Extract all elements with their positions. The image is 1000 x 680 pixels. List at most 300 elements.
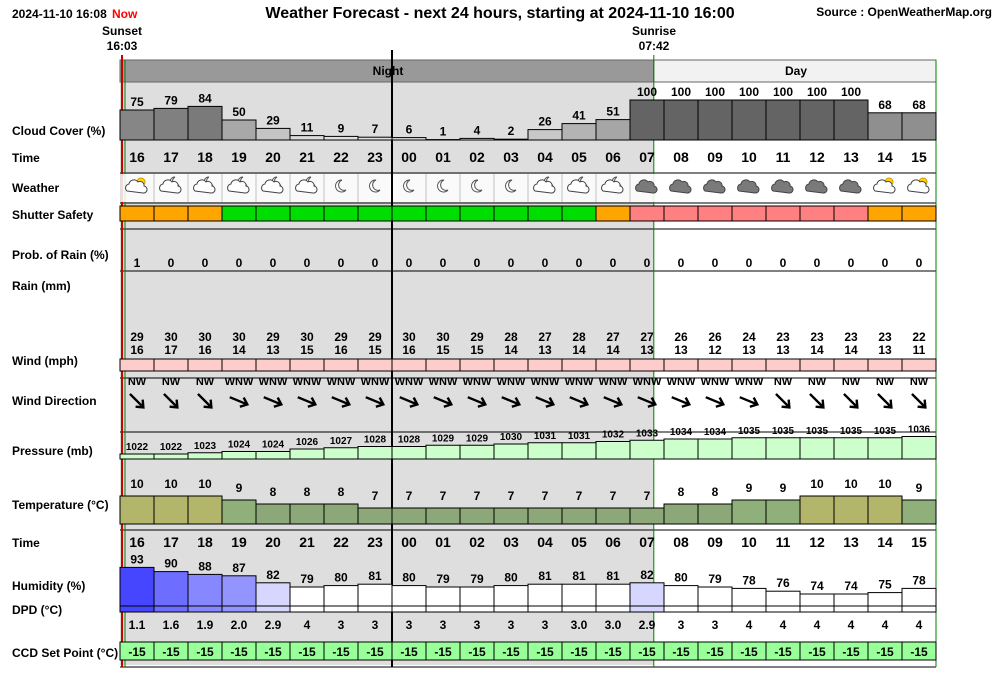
cloud-cover-bar <box>596 120 630 140</box>
wind-arrow-shaft <box>806 390 827 411</box>
wind-arrow-icon <box>704 393 725 410</box>
pressure-bar <box>222 452 256 460</box>
wind-direction-label: WNW <box>394 376 424 388</box>
dpd-value: 3.0 <box>570 618 588 632</box>
weather-cell <box>359 174 391 202</box>
weather-cell <box>427 174 459 202</box>
pressure-value: 1028 <box>397 434 421 446</box>
dpd-value: 3 <box>507 618 515 632</box>
cloud-cover-value: 9 <box>337 121 345 136</box>
humidity-value: 79 <box>436 572 450 586</box>
wind-speed-value: 14 <box>232 343 246 357</box>
wind-direction-label: NW <box>161 376 181 388</box>
time-label-2: 17 <box>163 534 179 550</box>
humidity-bar <box>630 583 664 612</box>
wind-cell <box>460 359 494 371</box>
wind-arrow-shaft <box>704 393 725 410</box>
shutter-cell <box>188 206 222 221</box>
humidity-value: 79 <box>300 572 314 586</box>
cloud-cover-value: 100 <box>772 85 794 99</box>
rain-prob-value: 0 <box>337 256 345 270</box>
time-label-2: 23 <box>367 534 383 550</box>
time-label-2: 00 <box>401 534 417 550</box>
temperature-value: 8 <box>337 485 345 499</box>
row-label-time: Time <box>12 151 40 165</box>
wind-speed-value: 13 <box>266 343 280 357</box>
source-label: Source : OpenWeatherMap.org <box>816 5 992 19</box>
wind-speed-value: 14 <box>504 343 518 357</box>
pressure-value: 1022 <box>125 442 149 453</box>
wind-arrow-shaft <box>874 390 895 411</box>
shutter-cell <box>868 206 902 221</box>
wind-arrow-icon <box>738 393 759 410</box>
time-label-2: 03 <box>503 534 519 550</box>
time-label: 06 <box>605 149 621 165</box>
temperature-bar <box>256 504 290 524</box>
ccd-value: -15 <box>808 645 826 659</box>
cloud-cover-value: 29 <box>266 113 280 128</box>
humidity-value: 81 <box>538 569 552 584</box>
dpd-value: 3 <box>337 618 345 632</box>
humidity-bar <box>766 591 800 612</box>
wind-cell <box>800 359 834 371</box>
wind-gust-value: 24 <box>742 330 756 344</box>
cloud-cover-value: 100 <box>704 85 726 99</box>
shutter-cell <box>902 206 936 221</box>
time-label: 08 <box>673 149 689 165</box>
wind-speed-value: 12 <box>708 343 722 357</box>
pressure-value: 1035 <box>737 425 761 437</box>
dpd-value: 3 <box>473 618 481 632</box>
wind-speed-value: 13 <box>742 343 756 357</box>
pressure-bar <box>426 445 460 459</box>
humidity-bar <box>358 584 392 612</box>
pressure-value: 1024 <box>227 439 251 451</box>
humidity-value: 74 <box>844 579 858 593</box>
shutter-cell <box>494 206 528 221</box>
ccd-value: -15 <box>604 645 622 659</box>
wind-speed-value: 13 <box>878 343 892 357</box>
cloud-cover-value: 75 <box>130 95 144 109</box>
ccd-value: -15 <box>298 645 316 659</box>
time-label-2: 20 <box>265 534 281 550</box>
humidity-value: 80 <box>334 570 348 585</box>
wind-speed-value: 15 <box>436 343 450 357</box>
weather-cell <box>495 174 527 202</box>
ccd-value: -15 <box>706 645 724 659</box>
cloud-cover-value: 1 <box>439 124 447 139</box>
temperature-bar <box>324 504 358 524</box>
rain-prob-value: 0 <box>677 256 685 270</box>
pressure-value: 1029 <box>431 433 455 445</box>
dpd-value: 1.6 <box>162 618 180 632</box>
wind-gust-value: 30 <box>402 330 416 344</box>
time-label: 13 <box>843 149 859 165</box>
temperature-bar <box>222 500 256 524</box>
wind-gust-value: 26 <box>674 330 688 344</box>
humidity-bar <box>222 576 256 612</box>
rain-prob-value: 0 <box>439 256 447 270</box>
dpd-value: 3.0 <box>604 618 622 632</box>
temperature-bar <box>596 508 630 524</box>
temperature-bar <box>698 504 732 524</box>
wind-speed-value: 13 <box>674 343 688 357</box>
wind-cell <box>868 359 902 371</box>
temperature-value: 8 <box>711 485 719 499</box>
wind-cell <box>596 359 630 371</box>
cloud-cover-bar <box>290 136 324 140</box>
pressure-value: 1035 <box>771 425 795 437</box>
ccd-value: -15 <box>502 645 520 659</box>
wind-cell <box>154 359 188 371</box>
time-label: 15 <box>911 149 927 165</box>
pressure-value: 1027 <box>329 435 353 447</box>
ccd-value: -15 <box>332 645 350 659</box>
time-label: 11 <box>775 149 791 165</box>
wind-speed-value: 11 <box>912 343 926 357</box>
time-label: 09 <box>707 149 723 165</box>
time-label: 19 <box>231 149 247 165</box>
humidity-bar <box>290 587 324 612</box>
pressure-value: 1034 <box>703 427 727 438</box>
temperature-bar <box>154 496 188 524</box>
wind-speed-value: 13 <box>640 343 654 357</box>
temperature-value: 8 <box>303 485 311 499</box>
wind-arrow-shaft <box>840 390 861 411</box>
humidity-value: 87 <box>232 560 246 575</box>
temperature-value: 7 <box>541 489 549 503</box>
cloud-cover-value: 100 <box>738 85 760 99</box>
wind-gust-value: 23 <box>776 330 790 344</box>
time-label: 21 <box>299 149 315 165</box>
wind-speed-value: 14 <box>810 343 824 357</box>
humidity-bar <box>902 588 936 612</box>
wind-direction-label: WNW <box>564 376 594 388</box>
shutter-cell <box>392 206 426 221</box>
ccd-value: -15 <box>876 645 894 659</box>
wind-gust-value: 27 <box>538 330 552 344</box>
wind-gust-value: 27 <box>640 330 654 344</box>
pressure-bar <box>834 438 868 459</box>
cloud-cover-value: 4 <box>473 123 481 138</box>
dpd-value: 3 <box>711 618 719 632</box>
cloud-cover-value: 100 <box>636 85 658 99</box>
shutter-cell <box>664 206 698 221</box>
wind-cell <box>834 359 868 371</box>
wind-direction-label: WNW <box>360 376 390 388</box>
wind-direction-label: WNW <box>598 376 628 388</box>
night-label: Night <box>372 64 404 78</box>
pressure-bar <box>358 447 392 460</box>
wind-speed-value: 15 <box>368 343 382 357</box>
pressure-value: 1029 <box>465 433 489 445</box>
temperature-bar <box>664 504 698 524</box>
row-label-dpd: DPD (°C) <box>12 603 63 617</box>
dpd-value: 3 <box>405 618 413 632</box>
cloud-cover-value: 51 <box>606 104 620 119</box>
wind-direction-label: NW <box>195 376 215 388</box>
temperature-value: 9 <box>915 481 923 495</box>
rain-prob-value: 1 <box>133 256 141 270</box>
dpd-value: 1.9 <box>196 618 214 632</box>
wind-arrow-icon <box>670 393 691 410</box>
pressure-bar <box>902 437 936 460</box>
cloud-cover-bar <box>800 100 834 140</box>
humidity-bar <box>426 587 460 612</box>
ccd-value: -15 <box>264 645 282 659</box>
wind-cell <box>630 359 664 371</box>
cloud-cover-bar <box>834 100 868 140</box>
humidity-bar <box>698 587 732 612</box>
pressure-value: 1026 <box>295 437 319 448</box>
temperature-bar <box>460 508 494 524</box>
time-label-2: 13 <box>843 534 859 550</box>
shutter-cell <box>834 206 868 221</box>
rain-prob-value: 0 <box>813 256 821 270</box>
row-label-time2: Time <box>12 536 40 550</box>
cloud-cover-bar <box>460 138 494 140</box>
wind-direction-label: NW <box>773 376 793 388</box>
humidity-bar <box>800 594 834 612</box>
pressure-value: 1022 <box>159 442 183 453</box>
time-label: 17 <box>163 149 179 165</box>
wind-cell <box>290 359 324 371</box>
pressure-bar <box>290 449 324 459</box>
humidity-value: 75 <box>878 577 892 592</box>
cloud-cover-bar <box>154 108 188 140</box>
sunrise-label: Sunrise <box>631 24 677 38</box>
pressure-value: 1030 <box>499 432 523 443</box>
wind-cell <box>120 359 154 371</box>
pressure-bar <box>800 438 834 459</box>
humidity-value: 78 <box>912 573 926 588</box>
wind-arrow-shaft <box>738 393 759 410</box>
ccd-value: -15 <box>128 645 146 659</box>
wind-gust-value: 30 <box>164 330 178 344</box>
ccd-value: -15 <box>842 645 860 659</box>
wind-direction-label: WNW <box>326 376 356 388</box>
humidity-bar <box>460 587 494 612</box>
wind-cell <box>256 359 290 371</box>
dpd-value: 3 <box>371 618 379 632</box>
shutter-cell <box>596 206 630 221</box>
time-label-2: 06 <box>605 534 621 550</box>
cloud-cover-bar <box>188 106 222 140</box>
pressure-bar <box>494 444 528 459</box>
rain-prob-value: 0 <box>711 256 719 270</box>
wind-direction-label: WNW <box>428 376 458 388</box>
temperature-value: 10 <box>164 477 178 491</box>
temperature-value: 8 <box>269 485 277 499</box>
ccd-value: -15 <box>434 645 452 659</box>
humidity-bar <box>834 594 868 612</box>
rain-prob-value: 0 <box>303 256 311 270</box>
wind-cell <box>528 359 562 371</box>
temperature-bar <box>528 508 562 524</box>
wind-direction-label: WNW <box>496 376 526 388</box>
rain-prob-value: 0 <box>847 256 855 270</box>
wind-direction-label: NW <box>127 376 147 388</box>
row-label-cloud: Cloud Cover (%) <box>12 124 106 138</box>
time-label-2: 16 <box>129 534 145 550</box>
wind-cell <box>324 359 358 371</box>
temperature-bar <box>494 508 528 524</box>
shutter-cell <box>290 206 324 221</box>
wind-arrow-icon <box>874 390 895 411</box>
cloud-cover-value: 6 <box>405 122 413 137</box>
ccd-value: -15 <box>468 645 486 659</box>
wind-gust-value: 30 <box>198 330 212 344</box>
time-label-2: 11 <box>775 534 791 550</box>
cloud-cover-bar <box>494 139 528 140</box>
humidity-bar <box>324 586 358 612</box>
cloud-cover-bar <box>528 130 562 140</box>
cloud-cover-value: 100 <box>806 85 828 99</box>
time-label: 23 <box>367 149 383 165</box>
shutter-cell <box>630 206 664 221</box>
cloud-cover-value: 100 <box>840 85 862 99</box>
ccd-value: -15 <box>774 645 792 659</box>
dpd-value: 4 <box>915 618 923 632</box>
humidity-value: 81 <box>572 569 586 584</box>
wind-direction-label: WNW <box>224 376 254 388</box>
temperature-value: 9 <box>235 481 243 495</box>
dpd-value: 3 <box>677 618 685 632</box>
pressure-value: 1031 <box>567 430 591 442</box>
rain-prob-value: 0 <box>371 256 379 270</box>
temperature-bar <box>392 508 426 524</box>
humidity-value: 80 <box>674 570 688 585</box>
row-label-weather: Weather <box>12 181 60 195</box>
humidity-bar <box>528 584 562 612</box>
time-label-2: 21 <box>299 534 315 550</box>
rain-prob-value: 0 <box>201 256 209 270</box>
cloud-cover-bar <box>732 100 766 140</box>
wind-arrow-shaft <box>908 390 929 411</box>
wind-speed-value: 13 <box>776 343 790 357</box>
cloud-cover-bar <box>256 128 290 140</box>
wind-direction-label: WNW <box>292 376 322 388</box>
timestamp: 2024-11-10 16:08 <box>12 7 107 21</box>
time-label: 16 <box>129 149 145 165</box>
pressure-value: 1035 <box>873 425 897 437</box>
pressure-bar <box>154 454 188 459</box>
time-label-2: 14 <box>877 534 893 550</box>
temperature-bar <box>630 508 664 524</box>
cloud-cover-value: 79 <box>164 93 178 108</box>
row-label-rain-mm: Rain (mm) <box>12 279 71 293</box>
temperature-bar <box>868 496 902 524</box>
rain-prob-value: 0 <box>473 256 481 270</box>
pressure-bar <box>664 439 698 459</box>
wind-direction-label: WNW <box>530 376 560 388</box>
wind-direction-label: WNW <box>462 376 492 388</box>
ccd-value: -15 <box>230 645 248 659</box>
wind-gust-value: 26 <box>708 330 722 344</box>
wind-gust-value: 30 <box>300 330 314 344</box>
wind-arrow-icon <box>840 390 861 411</box>
time-label-2: 22 <box>333 534 349 550</box>
humidity-bar <box>120 567 154 612</box>
cloud-cover-bar <box>358 137 392 140</box>
time-label: 10 <box>741 149 757 165</box>
time-label-2: 08 <box>673 534 689 550</box>
temperature-value: 7 <box>439 489 447 503</box>
wind-gust-value: 29 <box>130 330 144 344</box>
humidity-value: 90 <box>164 556 178 571</box>
humidity-bar <box>494 586 528 612</box>
pressure-value: 1023 <box>193 440 217 452</box>
time-label: 18 <box>197 149 213 165</box>
time-label: 05 <box>571 149 587 165</box>
shutter-cell <box>800 206 834 221</box>
sunset-label: Sunset <box>101 24 143 38</box>
temperature-value: 8 <box>677 485 685 499</box>
humidity-bar <box>664 586 698 612</box>
time-label-2: 02 <box>469 534 485 550</box>
pressure-bar <box>868 438 902 459</box>
temperature-value: 7 <box>507 489 515 503</box>
dpd-value: 1.1 <box>128 618 146 632</box>
ccd-value: -15 <box>196 645 214 659</box>
cloud-cover-bar <box>324 136 358 140</box>
row-label-wind: Wind (mph) <box>12 354 78 368</box>
row-label-wind-dir: Wind Direction <box>12 394 97 408</box>
temperature-value: 7 <box>609 489 617 503</box>
row-label-temperature: Temperature (°C) <box>12 498 109 512</box>
weather-cell <box>325 174 357 202</box>
temperature-value: 7 <box>371 489 379 503</box>
ccd-value: -15 <box>536 645 554 659</box>
humidity-value: 81 <box>606 569 620 584</box>
pressure-value: 1034 <box>669 427 693 438</box>
shutter-cell <box>766 206 800 221</box>
pressure-bar <box>324 448 358 459</box>
rain-prob-value: 0 <box>643 256 651 270</box>
chart-title: Weather Forecast - next 24 hours, starting at 2024-11-10 16:00 <box>265 5 735 22</box>
time-label: 12 <box>809 149 825 165</box>
wind-speed-value: 14 <box>606 343 620 357</box>
shutter-cell <box>528 206 562 221</box>
cloud-cover-value: 50 <box>232 105 246 119</box>
row-label-ccd: CCD Set Point (°C) <box>12 646 119 660</box>
shutter-cell <box>698 206 732 221</box>
dpd-value: 4 <box>779 618 787 632</box>
pressure-bar <box>460 445 494 459</box>
temperature-bar <box>732 500 766 524</box>
wind-speed-value: 14 <box>572 343 586 357</box>
rain-prob-value: 0 <box>915 256 923 270</box>
dpd-value: 4 <box>881 618 889 632</box>
temperature-value: 9 <box>779 481 787 495</box>
time-label: 07 <box>639 149 655 165</box>
wind-speed-value: 17 <box>164 343 178 357</box>
temperature-bar <box>562 508 596 524</box>
temperature-value: 9 <box>745 481 753 495</box>
humidity-value: 93 <box>130 552 144 567</box>
wind-speed-value: 15 <box>300 343 314 357</box>
dpd-value: 2.0 <box>230 618 248 632</box>
ccd-value: -15 <box>638 645 656 659</box>
dpd-value: 3 <box>439 618 447 632</box>
pressure-bar <box>188 453 222 459</box>
cloud-cover-value: 84 <box>198 91 212 106</box>
cloud-cover-value: 68 <box>878 97 892 112</box>
ccd-value: -15 <box>740 645 758 659</box>
pressure-value: 1031 <box>533 430 557 442</box>
day-label: Day <box>784 64 808 78</box>
pressure-bar <box>698 439 732 459</box>
